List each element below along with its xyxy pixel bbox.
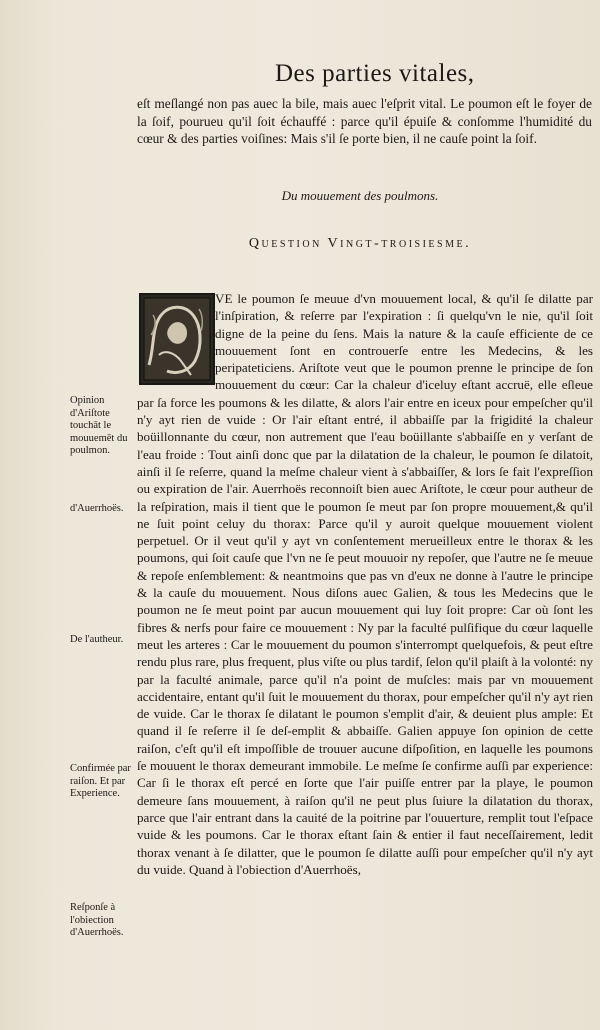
page-heading: Des parties vitales, xyxy=(275,60,475,87)
intro-paragraph: eſt meſlangé non pas auec la bile, mais auec l'eſprit vital. Le poumon eſt le foyer de la ſoif, pourueu qu'il ſoit échauffé : parce qu'il épuiſe & conſomme l'humidité du cœur & des parties voiſines: Mais s'il ſe porte bien, il ne cauſe point la ſoif. xyxy=(137,96,592,147)
marginal-note-autheur: De l'autheur. xyxy=(70,634,124,645)
marginal-note-confirmee: Confirmée par raiſon. Et par Experience. xyxy=(70,763,131,799)
marginal-note-responce: Reſponſe à l'obiection d'Auerrhoës. xyxy=(70,902,124,938)
marginal-note-auerrhoes: d'Auerrhoës. xyxy=(70,503,124,514)
body-text: VE le poumon ſe meuue d'vn mouuement local, & qu'il ſe dilatte par l'inſpiration, & reſerre par l'expiration : ſi quelqu'vn le nie, qu'il ſoit digne de la peine du ſens. Mais la nature & la cauſe efficiente de ce mouuement ſont en controuerſe entre les Medecins, & les peripateticiens. Ariſtote veut que le poumon prenne le principe de ſon mouuement du cœur: Car la chaleur d'iceluy eſtant accruë, elle eſleue par ſa force les poumons & les dilatte, & alors l'air entre en iceux pour empeſcher qu'il n'y ayt rien de vuide : Or l'air eſtant entré, il abbaiſſe par la frigidité la chaleur boüillonnante du cœur, non autrement que l'eau boüillante s'abbaiſſe en y verſant de l'eau froide : Tout ainſi donc que par la dilatation de la chaleur, le poumon ſe dilatoit, ainſi il ſe reſerre, quand la meſme chaleur vient à s'abbaiſſer, & lors ſe fait l'expreſſion ou expiration de l'air. Auerrhoës reconnoiſt bien auec Ariſtote, le cœur pour autheur de la reſpiration, mais il tient que le poumon ſe meut par ſon propre mouuement,& qu'il ne ſuit point celuy du thorax: Parce qu'il y auroit quelque mouuement violent perpetuel. Or il veut qu'il y ayt vn conſentement merueilleux entre le thorax & les poumons, qui ſoit cauſe que l'vn ne ſe peut mouuoir ny repoſer, que l'autre ne ſe meuue & repoſe enſemblement: & neantmoins que pas vn d'eux ne donne à l'autre le principe & la cauſe du mouuement. Nous diſons auec Galien, & tous les Medecins que le poumon ne ſe meut point par aucun mouuement qui luy ſoit propre: Car où ſont les fibres & nerfs pour faire ce mouuement : Ny par la faculté pulſifique du cœur laquelle meut les arteres : Car le mouuement du poumon s'interrompt quelquefois, & peut eſtre rendu plus rare, plus frequent, plus viſte ou plus tardif, ſelon qu'il plaiſt à la volonté: ny par la faculté animale, parce qu'il n'a point de muſcles: mais par vn mouuement accidentaire, entant qu'il ſuit le mouuement du thorax, pour empeſcher qu'il n'y ayt rien de vuide. Car le thorax ſe dilatant le poumon s'emplit d'air, & deuient plus ample: Et quand il ſe reſerre il ſe deſ-emplit & abbaiſſe. Galien appuye ſon opinion de cette raiſon, c'eſt qu'il eſt impoſſible de trouuer aucune diſpoſition, en laquelle les poumons ſe mouuent le thorax demeurant immobile. Le meſme ſe confirme auſſi par experience: Car ſi le thorax eſt percé en ſorte que l'air puiſſe entrer par la playe, le poumon demeure ſans mouuement, à raiſon qu'il ne peut plus ſuiure la dilatation du thorax, parce que l'air entrant dans la cauité de la poitrine par l'ouuerture, remplit tout l'eſpace vuide & les poumons. Car le thorax eſtant ſain & entier il faut neceſſairement, ledit thorax venant à ſe dilatter, que le poumon ſe dilatte auſſi pour empeſcher qu'il n'y ayt du vuide. Quand à l'obiection d'Auerrhoës, xyxy=(137,291,593,877)
section-subtitle: Du mouuement des poulmons. xyxy=(281,188,439,203)
initial-spacer xyxy=(137,292,215,384)
body-paragraph xyxy=(137,290,593,878)
question-heading: Question Vingt-troisiesme. xyxy=(248,236,472,251)
marginal-note-aristote: Opinion d'Ariſtote touchāt le mouuemēt du poulmon. xyxy=(70,395,128,456)
